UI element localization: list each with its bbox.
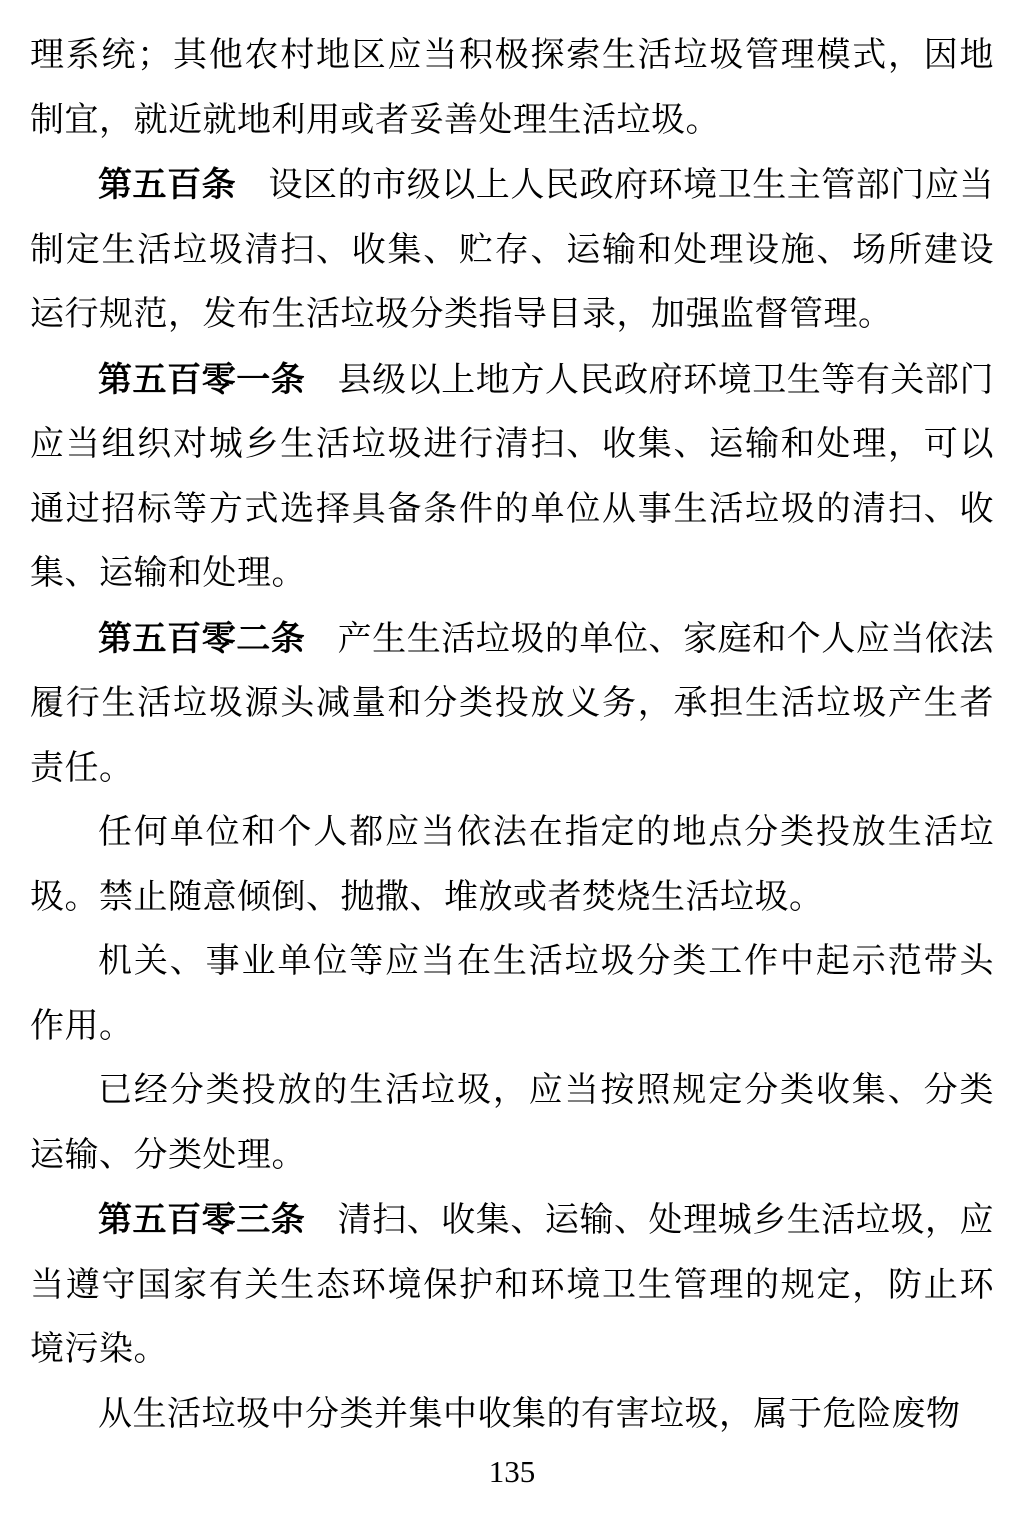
paragraph: 第五百零二条 产生生活垃圾的单位、家庭和个人应当依法履行生活垃圾源头减量和分类投放义务，承担生活垃圾产生者责任。: [30, 619, 995, 787]
paragraph: 第五百条 设区的市级以上人民政府环境卫生主管部门应当制定生活垃圾清扫、收集、贮存、运输和处理设施、场所建设运行规范，发布生活垃圾分类指导目录，加强监督管理。: [30, 166, 995, 333]
paragraph: 任何单位和个人都应当依法在指定的地点分类投放生活垃圾。禁止随意倾倒、抛撒、堆放或者焚烧生活垃圾。: [30, 814, 994, 916]
paragraph: 第五百零一条 县级以上地方人民政府环境卫生等有关部门应当组织对城乡生活垃圾进行清扫、收集、运输和处理，可以通过招标等方式选择具备条件的单位从事生活垃圾的清扫、收集、运输和处理。: [30, 360, 995, 592]
paragraph: 第五百零三条 清扫、收集、运输、处理城乡生活垃圾，应当遵守国家有关生态环境保护和环境卫生管理的规定，防止环境污染。: [30, 1201, 995, 1368]
paragraph: 从生活垃圾中分类并集中收集的有害垃圾，属于危险废物: [98, 1395, 961, 1433]
article-number: 第五百零三条: [98, 1201, 306, 1239]
article-number: 第五百零二条: [98, 619, 306, 658]
paragraph: 机关、事业单位等应当在生活垃圾分类工作中起示范带头作用。: [30, 943, 994, 1045]
paragraph: 已经分类投放的生活垃圾，应当按照规定分类收集、分类运输、分类处理。: [30, 1072, 994, 1174]
page-number: 135: [488, 1454, 536, 1489]
article-number: 第五百条: [98, 166, 237, 204]
text-body: [30, 24, 994, 1447]
article-number: 第五百零一条: [98, 360, 306, 399]
paragraph: 理系统；其他农村地区应当积极探索生活垃圾管理模式，因地制宜，就近就地利用或者妥善处理生活垃圾。: [30, 37, 994, 139]
